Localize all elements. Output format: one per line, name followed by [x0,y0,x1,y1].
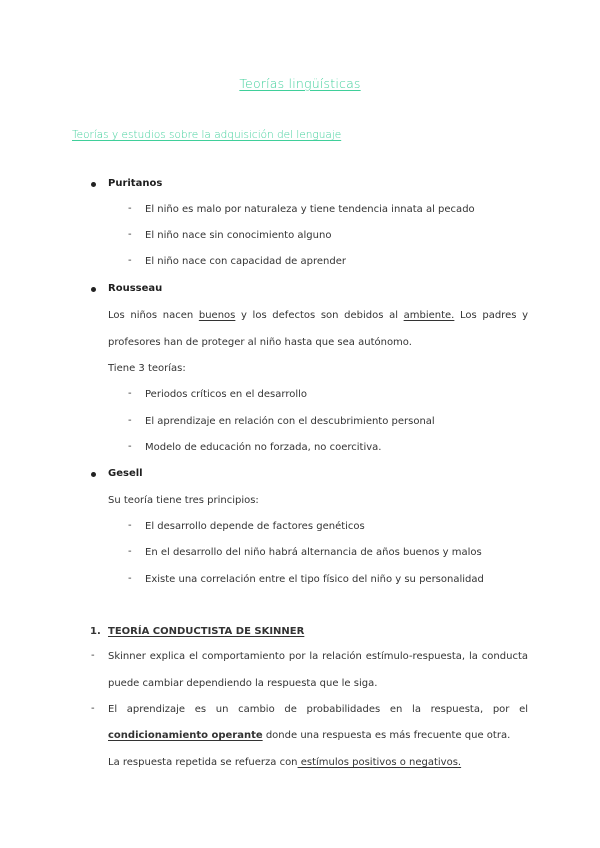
paragraph-line: El aprendizaje es un cambio de probabilidades en la respuesta, por el [108,704,528,715]
heading-puritanos: Puritanos [108,178,163,189]
text-run: Los padres y [454,310,528,321]
list-item: El desarrollo depende de factores genéticos [145,521,365,532]
text-run: Los niños nacen [108,310,199,321]
dash-icon: - [128,415,132,426]
underlined-word: ambiente. [403,310,455,321]
dash-icon: - [128,546,132,557]
bullet-dot-icon [91,182,96,187]
paragraph-line [108,729,510,743]
underlined-word: buenos [198,310,236,321]
paragraph-line [108,756,461,770]
paragraph-line: Su teoría tiene tres principios: [108,495,259,506]
dash-icon: - [128,573,132,584]
paragraph-line [108,309,528,323]
section-title: TEORÍA CONDUCTISTA DE SKINNER [108,626,305,637]
list-item: En el desarrollo del niño habrá alternancia de años buenos y malos [145,547,482,558]
list-item: Periodos críticos en el desarrollo [145,389,308,400]
dash-icon: - [128,229,132,240]
heading-gesell: Gesell [108,468,143,479]
list-item: Existe una correlación entre el tipo físico del niño y su personalidad [145,574,484,585]
dash-icon: - [128,203,132,214]
section-subtitle: Teorías y estudios sobre la adquisición del lenguaje [72,129,342,141]
highlighted-term: condicionamiento operante [108,730,263,741]
list-item: El aprendizaje en relación con el descubrimiento personal [145,416,435,427]
heading-rousseau: Rousseau [108,283,163,294]
text-run: donde una respuesta es más frecuente que otra. [262,730,511,741]
section-number: 1. [90,626,101,637]
paragraph-line: profesores han de proteger al niño hasta que sea autónomo. [108,337,412,348]
underlined-phrase: estímulos positivos o negativos. [297,757,462,768]
dash-icon: - [91,650,95,661]
dash-icon: - [128,255,132,266]
bullet-dot-icon [91,472,96,477]
document-title: Teorías lingüísticas [239,76,361,91]
dash-icon: - [128,520,132,531]
bullet-dot-icon [91,287,96,292]
list-item: El niño nace sin conocimiento alguno [145,230,332,241]
list-item: El niño es malo por naturaleza y tiene tendencia innata al pecado [145,204,475,215]
dash-icon: - [128,388,132,399]
paragraph-line: Tiene 3 teorías: [108,363,186,374]
dash-icon: - [91,703,95,714]
text-run: La respuesta repetida se refuerza con [108,757,298,768]
dash-icon: - [128,441,132,452]
list-item: Modelo de educación no forzada, no coercitiva. [145,442,382,453]
paragraph-line: puede cambiar dependiendo la respuesta que le siga. [108,678,378,689]
list-item: El niño nace con capacidad de aprender [145,256,346,267]
text-run: y los defectos son debidos al [235,310,404,321]
paragraph-line: Skinner explica el comportamiento por la relación estímulo-respuesta, la conducta [108,651,528,662]
